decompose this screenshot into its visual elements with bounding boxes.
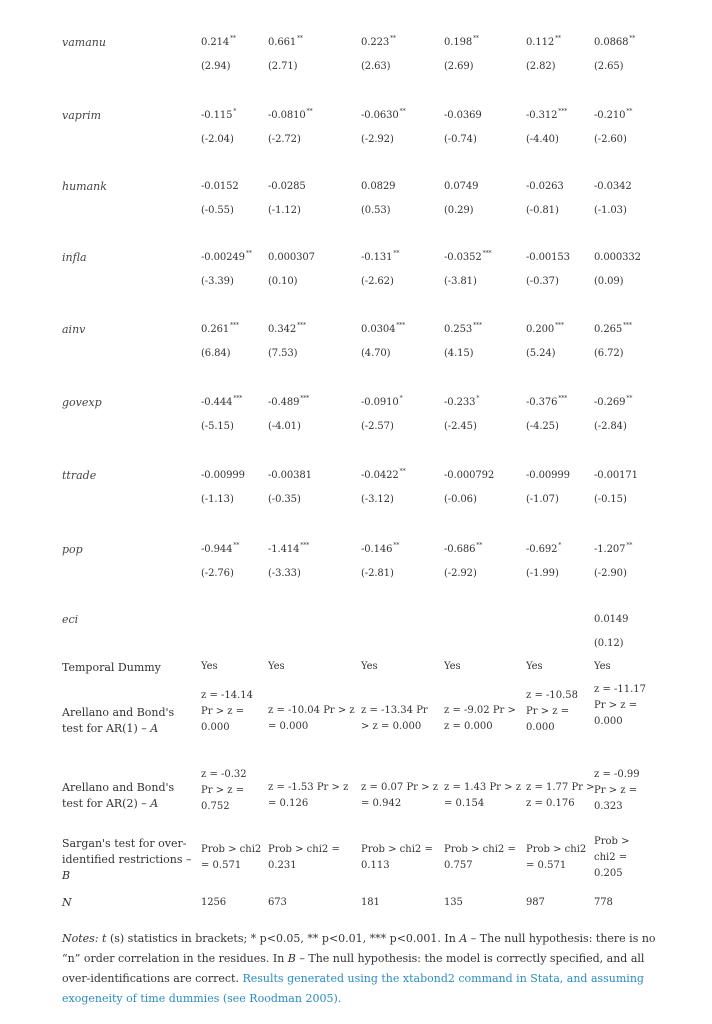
coef-cell	[268, 544, 309, 555]
tstat-cell: (4.15)	[444, 348, 474, 359]
ar1-cell: z = -9.02 Pr > z = 0.000	[444, 705, 516, 732]
coef-value: 0.223	[361, 37, 390, 48]
coef-cell	[361, 544, 399, 555]
notes-em-b: B	[287, 952, 296, 965]
coef-cell	[201, 181, 240, 192]
coef-value: 0.253	[444, 324, 473, 335]
temporal-dummy-cell: Yes	[361, 661, 378, 672]
coef-value: 0.200	[526, 324, 555, 335]
var-name: pop	[62, 543, 83, 556]
coef-value: -0.686	[444, 544, 476, 555]
n-cell: 673	[268, 897, 287, 908]
coef-cell	[526, 397, 567, 408]
tstat-cell: (-1.13)	[201, 494, 234, 505]
sargan-cell: Prob > chi2 = 0.571	[526, 844, 587, 871]
significance-stars: **	[390, 35, 396, 42]
coef-cell	[268, 324, 306, 335]
coef-value: 0.0304	[361, 324, 396, 335]
coef-cell	[361, 181, 396, 192]
coef-cell	[594, 324, 632, 335]
coef-cell	[268, 470, 313, 481]
tstat-cell: (-2.60)	[594, 134, 627, 145]
coef-cell	[268, 397, 309, 408]
coef-value: -0.210	[594, 110, 626, 121]
tstat-cell: (-0.15)	[594, 494, 627, 505]
var-name: govexp	[62, 396, 102, 409]
tstat-cell: (-0.81)	[526, 205, 559, 216]
coef-value: 0.265	[594, 324, 623, 335]
significance-stars: ***	[300, 542, 310, 549]
coef-value: -0.0285	[268, 181, 306, 192]
significance-stars: ***	[558, 108, 568, 115]
coef-value: -0.233	[444, 397, 476, 408]
coef-value: 0.661	[268, 37, 297, 48]
significance-stars: **	[626, 108, 633, 115]
ar2-cell: z = 1.77 Pr > z = 0.176	[526, 782, 595, 809]
tstat-cell: (0.10)	[268, 276, 298, 287]
significance-stars: *	[476, 395, 480, 402]
coef-cell	[594, 37, 635, 48]
coef-value: 0.214	[201, 37, 230, 48]
var-name: ainv	[62, 323, 86, 336]
coef-cell	[594, 252, 642, 263]
significance-stars: **	[230, 35, 236, 42]
table-notes	[62, 929, 662, 1009]
coef-cell	[444, 110, 483, 121]
tstat-cell: (0.09)	[594, 276, 624, 287]
tstat-cell: (-1.07)	[526, 494, 559, 505]
tstat-cell: (0.53)	[361, 205, 391, 216]
tstat-cell: (-0.06)	[444, 494, 477, 505]
coef-cell	[526, 252, 571, 263]
coef-cell	[361, 397, 403, 408]
coef-value: -0.489	[268, 397, 300, 408]
tstat-cell: (-0.55)	[201, 205, 234, 216]
tstat-cell: (4.70)	[361, 348, 391, 359]
coef-cell	[268, 37, 303, 48]
coef-cell	[526, 181, 565, 192]
n-cell: 135	[444, 897, 463, 908]
coef-cell	[361, 324, 405, 335]
tstat-cell: (-2.90)	[594, 568, 627, 579]
tstat-cell: (0.29)	[444, 205, 474, 216]
coef-cell	[594, 470, 639, 481]
coef-cell	[268, 110, 312, 121]
notes-t-symbol: t	[102, 932, 107, 945]
coef-value: -0.00153	[526, 252, 570, 263]
coef-value: -0.0152	[201, 181, 239, 192]
tstat-cell: (-2.92)	[361, 134, 394, 145]
notes-em-a: A	[459, 932, 468, 945]
coef-value: -0.944	[201, 544, 233, 555]
tstat-cell: (6.84)	[201, 348, 231, 359]
coef-cell	[201, 397, 242, 408]
tstat-cell: (-3.39)	[201, 276, 234, 287]
var-name: humank	[62, 180, 107, 193]
significance-stars: ***	[396, 322, 406, 329]
coef-cell	[444, 470, 495, 481]
temporal-dummy-label: Temporal Dummy	[62, 661, 161, 674]
ar1-cell: z = -10.58 Pr > z = 0.000	[526, 690, 579, 733]
n-cell: 987	[526, 897, 545, 908]
tstat-cell: (-1.03)	[594, 205, 627, 216]
coef-cell	[361, 470, 405, 481]
coef-value: -0.00249	[201, 252, 245, 263]
tstat-cell: (-1.99)	[526, 568, 559, 579]
significance-stars: **	[393, 542, 400, 549]
coef-value: 0.261	[201, 324, 230, 335]
coef-cell	[526, 37, 561, 48]
coef-value: -0.0369	[444, 110, 482, 121]
coef-value: -0.0342	[594, 181, 632, 192]
coef-value: -0.115	[201, 110, 233, 121]
sargan-cell: Prob > chi2 = 0.205	[594, 836, 630, 879]
significance-stars: *	[233, 108, 237, 115]
tstat-cell: (-0.37)	[526, 276, 559, 287]
coef-cell	[444, 324, 482, 335]
n-cell: 1256	[201, 897, 227, 908]
coef-cell	[201, 252, 252, 263]
coef-value: -0.0422	[361, 470, 399, 481]
sargan-cell: Prob > chi2 = 0.757	[444, 844, 516, 871]
sargan-cell: Prob > chi2 = 0.231	[268, 844, 340, 871]
coef-cell	[594, 110, 632, 121]
significance-stars: **	[306, 108, 313, 115]
notes-text-1: (s) statistics in brackets; * p<0.05, ** p<0.01, *** p<0.001. In	[106, 932, 460, 945]
coef-cell	[594, 181, 633, 192]
significance-stars: **	[555, 35, 561, 42]
significance-stars: **	[297, 35, 303, 42]
coef-value: -0.00999	[201, 470, 245, 481]
significance-stars: **	[233, 542, 240, 549]
sargan-cell: Prob > chi2 = 0.113	[361, 844, 433, 871]
coef-value: 0.000332	[594, 252, 641, 263]
tstat-cell: (-2.62)	[361, 276, 394, 287]
significance-stars: **	[245, 250, 252, 257]
tstat-cell: (2.69)	[444, 61, 474, 72]
significance-stars: *	[399, 395, 403, 402]
coef-value: -0.0263	[526, 181, 564, 192]
coef-cell	[201, 470, 246, 481]
notes-source-link[interactable]: Results generated using the xtabond2 command in Stata, and assuming exogeneity of time dummies (see Roodman 2005).	[62, 972, 644, 1005]
coef-value: -0.0810	[268, 110, 306, 121]
sargan-label: Sargan's test for over-identified restrictions – B	[62, 837, 192, 882]
tstat-cell: (2.71)	[268, 61, 298, 72]
coef-value: -1.207	[594, 544, 626, 555]
significance-stars: **	[629, 35, 636, 42]
coef-cell	[361, 252, 399, 263]
coef-value: -0.444	[201, 397, 233, 408]
significance-stars: ***	[233, 395, 243, 402]
coef-value: -1.414	[268, 544, 300, 555]
coef-value: -0.00999	[526, 470, 570, 481]
coef-value: -0.376	[526, 397, 558, 408]
coef-cell	[444, 37, 479, 48]
tstat-cell: (-4.25)	[526, 421, 559, 432]
coef-cell	[526, 110, 567, 121]
coef-cell	[201, 324, 239, 335]
coef-cell	[444, 544, 482, 555]
coef-value: -0.00381	[268, 470, 312, 481]
coef-cell	[594, 397, 632, 408]
significance-stars: ***	[297, 322, 306, 329]
notes-text-3: – The null hypothesis: the model is correctly specified, and all over-identifications are correct.	[62, 952, 645, 985]
eci-coef: 0.0149	[594, 614, 629, 625]
ar2-cell: z = 0.07 Pr > z = 0.942	[361, 782, 438, 809]
tstat-cell: (-2.76)	[201, 568, 234, 579]
n-cell: 778	[594, 897, 613, 908]
coef-cell	[526, 544, 561, 555]
significance-stars: ***	[558, 395, 568, 402]
n-cell: 181	[361, 897, 380, 908]
significance-stars: ***	[555, 322, 564, 329]
tstat-cell: (-5.15)	[201, 421, 234, 432]
significance-stars: **	[473, 35, 479, 42]
significance-stars: ***	[623, 322, 632, 329]
sargan-cell: Prob > chi2 = 0.571	[201, 844, 262, 871]
tstat-cell: (2.94)	[201, 61, 231, 72]
coef-value: -0.146	[361, 544, 393, 555]
coef-value: -0.0630	[361, 110, 399, 121]
coef-cell	[526, 324, 564, 335]
coef-value: 0.0868	[594, 37, 629, 48]
tstat-cell: (-3.81)	[444, 276, 477, 287]
coef-value: 0.112	[526, 37, 555, 48]
significance-stars: ***	[482, 250, 492, 257]
coef-value: 0.198	[444, 37, 473, 48]
tstat-cell: (-2.92)	[444, 568, 477, 579]
coef-cell	[268, 181, 307, 192]
ar2-cell: z = 1.43 Pr > z = 0.154	[444, 782, 521, 809]
significance-stars: **	[393, 250, 400, 257]
significance-stars: ***	[300, 395, 310, 402]
ar2-cell: z = -0.32 Pr > z = 0.752	[201, 769, 247, 812]
tstat-cell: (-2.84)	[594, 421, 627, 432]
coef-value: 0.0749	[444, 181, 479, 192]
coef-cell	[444, 252, 491, 263]
tstat-cell: (-4.01)	[268, 421, 301, 432]
significance-stars: ***	[473, 322, 482, 329]
tstat-cell: (-3.33)	[268, 568, 301, 579]
ar1-cell: z = -11.17 Pr > z = 0.000	[594, 684, 647, 727]
temporal-dummy-cell: Yes	[268, 661, 285, 672]
coef-cell	[201, 544, 239, 555]
eci-tstat: (0.12)	[594, 638, 624, 649]
ar2-label: Arellano and Bond's test for AR(2) – A	[62, 781, 175, 810]
significance-stars: ***	[230, 322, 239, 329]
significance-stars: **	[626, 542, 633, 549]
coef-cell	[201, 37, 236, 48]
coef-value: -0.131	[361, 252, 393, 263]
tstat-cell: (5.24)	[526, 348, 556, 359]
tstat-cell: (-0.74)	[444, 134, 477, 145]
tstat-cell: (-2.45)	[444, 421, 477, 432]
coef-cell	[361, 37, 396, 48]
coef-value: -0.00171	[594, 470, 638, 481]
significance-stars: **	[626, 395, 633, 402]
coef-value: 0.000307	[268, 252, 315, 263]
ar1-label: Arellano and Bond's test for AR(1) – A	[62, 706, 175, 735]
ar1-cell: z = -14.14 Pr > z = 0.000	[201, 690, 254, 733]
significance-stars: **	[476, 542, 483, 549]
ar1-cell: z = -13.34 Pr > z = 0.000	[361, 705, 428, 732]
temporal-dummy-cell: Yes	[444, 661, 461, 672]
coef-cell	[526, 470, 571, 481]
coef-cell	[268, 252, 316, 263]
significance-stars: *	[558, 542, 562, 549]
coef-cell	[361, 110, 405, 121]
significance-stars: **	[399, 108, 406, 115]
coef-value: -0.312	[526, 110, 558, 121]
tstat-cell: (-4.40)	[526, 134, 559, 145]
tstat-cell: (-2.72)	[268, 134, 301, 145]
coef-value: -0.269	[594, 397, 626, 408]
tstat-cell: (2.63)	[361, 61, 391, 72]
coef-value: -0.692	[526, 544, 558, 555]
tstat-cell: (-2.04)	[201, 134, 234, 145]
n-label: N	[62, 896, 72, 909]
coef-value: 0.342	[268, 324, 297, 335]
var-name: infla	[62, 251, 87, 264]
tstat-cell: (2.65)	[594, 61, 624, 72]
var-name: vamanu	[62, 36, 106, 49]
significance-stars: **	[399, 468, 406, 475]
notes-lead: Notes:	[62, 932, 99, 945]
tstat-cell: (6.72)	[594, 348, 624, 359]
var-name-eci: eci	[62, 613, 79, 626]
ar2-cell: z = -1.53 Pr > z = 0.126	[268, 782, 349, 809]
coef-cell	[444, 181, 479, 192]
ar1-cell: z = -10.04 Pr > z = 0.000	[268, 705, 355, 732]
tstat-cell: (-2.57)	[361, 421, 394, 432]
coef-cell	[444, 397, 479, 408]
temporal-dummy-cell: Yes	[594, 661, 611, 672]
var-name: vaprim	[62, 109, 102, 122]
coef-value: -0.0910	[361, 397, 399, 408]
notes-text-2: – The null hypothesis: there is no “n” order correlation in the residues. In	[62, 932, 656, 965]
coef-value: -0.000792	[444, 470, 495, 481]
tstat-cell: (2.82)	[526, 61, 556, 72]
temporal-dummy-cell: Yes	[526, 661, 543, 672]
ar2-cell: z = -0.99 Pr > z = 0.323	[594, 769, 640, 812]
tstat-cell: (7.53)	[268, 348, 298, 359]
temporal-dummy-cell: Yes	[201, 661, 218, 672]
var-name: ttrade	[62, 469, 97, 482]
coef-cell	[594, 544, 632, 555]
coef-value: 0.0829	[361, 181, 396, 192]
tstat-cell: (-2.81)	[361, 568, 394, 579]
tstat-cell: (-1.12)	[268, 205, 301, 216]
coef-cell	[201, 110, 236, 121]
tstat-cell: (-3.12)	[361, 494, 394, 505]
coef-value: -0.0352	[444, 252, 482, 263]
tstat-cell: (-0.35)	[268, 494, 301, 505]
